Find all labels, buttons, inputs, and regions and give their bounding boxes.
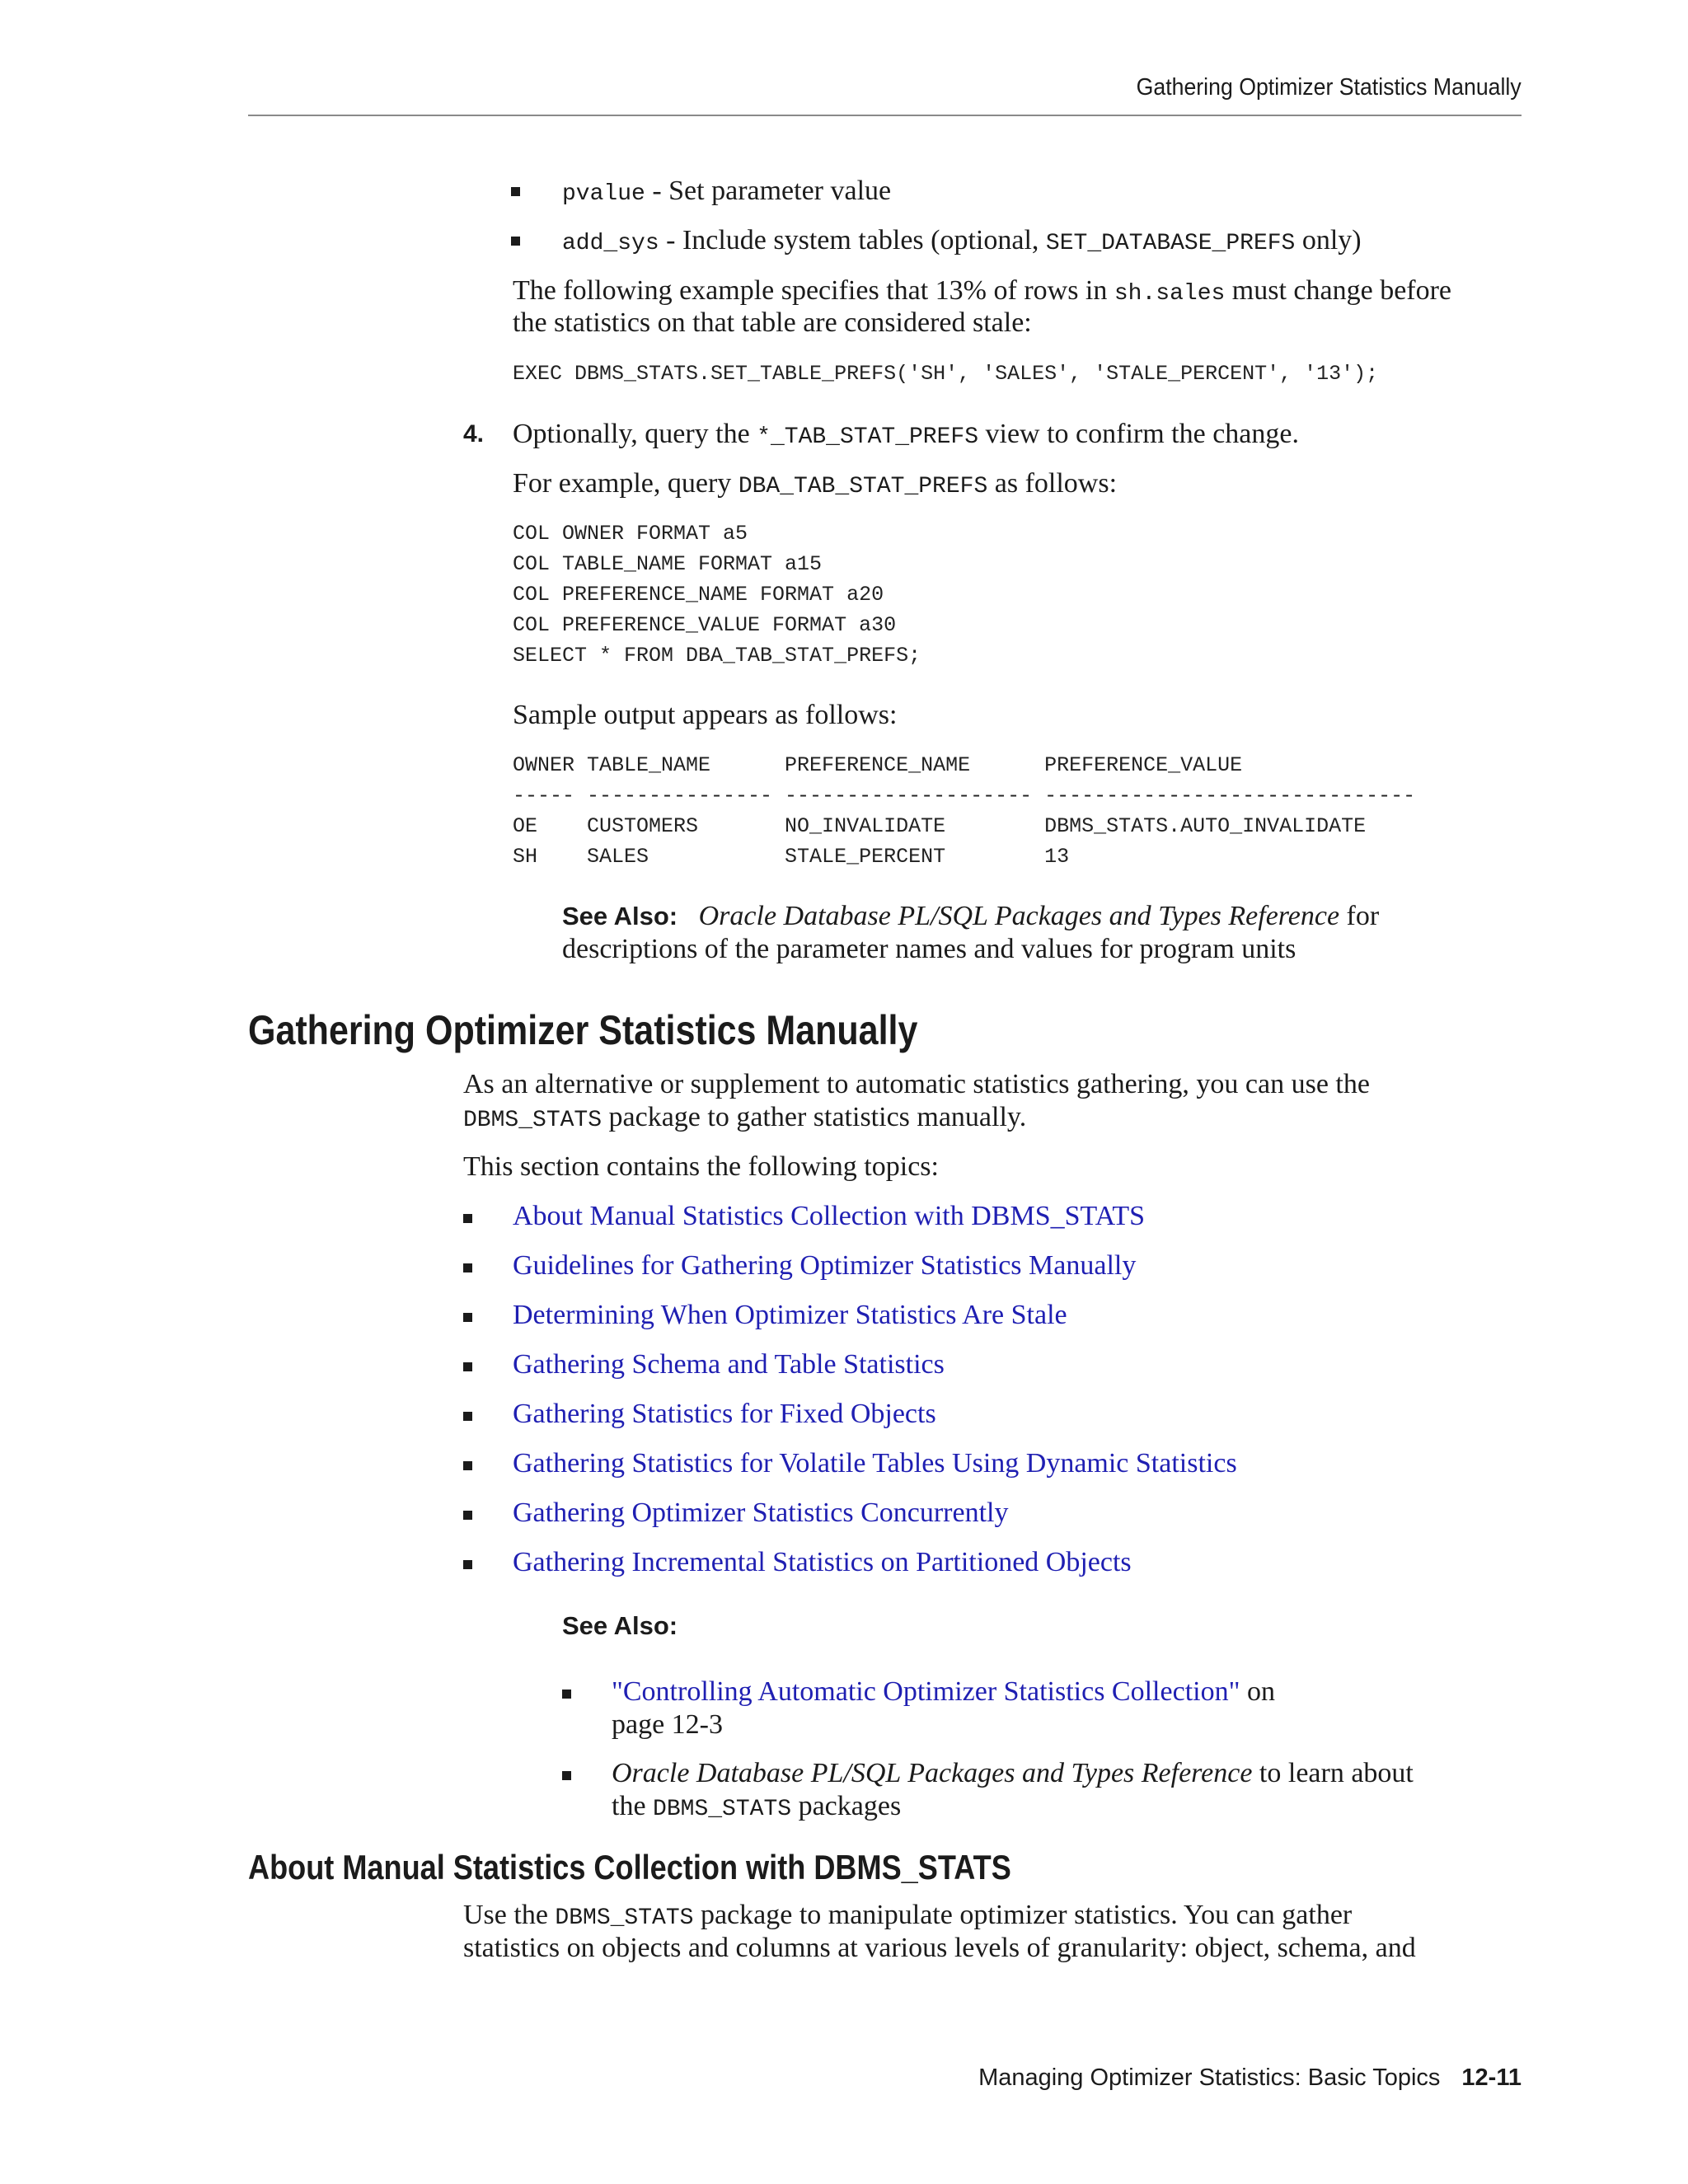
bullet-icon bbox=[463, 1263, 472, 1272]
inline-code: sh.sales bbox=[1114, 281, 1226, 307]
text: must change before bbox=[1225, 275, 1452, 306]
param-text: - Set parameter value bbox=[645, 176, 892, 206]
topic-link[interactable]: Gathering Schema and Table Statistics bbox=[513, 1349, 945, 1380]
topic-link[interactable]: Gathering Statistics for Fixed Objects bbox=[513, 1399, 936, 1429]
reference-title: Oracle Database PL/SQL Packages and Types Reference bbox=[612, 1758, 1253, 1788]
see-also-label: See Also: bbox=[562, 902, 678, 930]
see-also-item-2-line2 bbox=[612, 1790, 901, 1826]
inline-code: DBMS_STATS bbox=[653, 1797, 792, 1822]
see-also-note-1 bbox=[562, 900, 1379, 933]
text: as follows: bbox=[987, 468, 1118, 499]
text: package to gather statistics manually. bbox=[602, 1102, 1027, 1132]
text: packages bbox=[791, 1791, 902, 1821]
footer-title: Managing Optimizer Statistics: Basic Topics bbox=[978, 2064, 1441, 2091]
param-code-2: SET_DATABASE_PREFS bbox=[1045, 231, 1296, 256]
topic-link[interactable]: About Manual Statistics Collection with DBMS_STATS bbox=[513, 1201, 1146, 1231]
text: package to manipulate optimizer statistics. You can gather bbox=[693, 1900, 1353, 1930]
inline-code: *_TAB_STAT_PREFS bbox=[757, 424, 979, 450]
header-rule bbox=[248, 115, 1522, 116]
example-paragraph-line2: the statistics on that table are considered stale: bbox=[513, 307, 1032, 338]
subsection-title: About Manual Statistics Collection with DBMS_STATS bbox=[248, 1848, 1011, 1886]
subsection-para-line1 bbox=[463, 1899, 1352, 1935]
bullet-icon bbox=[463, 1214, 472, 1223]
running-head: Gathering Optimizer Statistics Manually bbox=[1136, 74, 1522, 101]
inline-code: DBMS_STATS bbox=[463, 1108, 603, 1133]
text: The following example specifies that 13% of rows in bbox=[513, 275, 1114, 306]
see-also-note-1-line2: descriptions of the parameter names and values for program units bbox=[562, 934, 1296, 964]
step4-text bbox=[513, 418, 1299, 454]
topic-link[interactable]: Gathering Incremental Statistics on Partitioned Objects bbox=[513, 1547, 1132, 1577]
topic-link[interactable]: Determining When Optimizer Statistics Are Stale bbox=[513, 1300, 1067, 1330]
bullet-icon bbox=[463, 1461, 472, 1470]
text: the bbox=[612, 1791, 654, 1821]
bullet-icon bbox=[562, 1771, 571, 1780]
section-title: Gathering Optimizer Statistics Manually bbox=[248, 1007, 918, 1053]
query-code-block: COL OWNER FORMAT a5 COL TABLE_NAME FORMAT a15 COL PREFERENCE_NAME FORMAT a20 COL PREFERENCE_VALUE FORMAT a30 SELECT * FROM DBA_TAB_STAT_PREFS; bbox=[513, 522, 921, 668]
bullet-icon bbox=[562, 1690, 571, 1699]
topics-intro: This section contains the following topics: bbox=[463, 1151, 939, 1182]
bullet-icon bbox=[511, 187, 520, 196]
page-footer bbox=[978, 2064, 1522, 2092]
text: For example, query bbox=[513, 468, 738, 499]
bullet-icon bbox=[511, 237, 520, 246]
bullet-icon bbox=[463, 1313, 472, 1322]
see-also-item-1-line2: page 12-3 bbox=[612, 1709, 724, 1740]
text: view to confirm the change. bbox=[978, 419, 1299, 449]
inline-code: DBA_TAB_STAT_PREFS bbox=[738, 474, 988, 499]
see-also-item-1 bbox=[612, 1675, 1275, 1708]
see-also-link[interactable]: "Controlling Automatic Optimizer Statistics Collection" bbox=[612, 1676, 1240, 1707]
section-intro-line1: As an alternative or supplement to automatic statistics gathering, you can use the bbox=[463, 1069, 1370, 1099]
reference-title: Oracle Database PL/SQL Packages and Types Reference bbox=[698, 901, 1340, 931]
example-paragraph-line1 bbox=[513, 274, 1451, 311]
topic-link[interactable]: Gathering Statistics for Volatile Tables Using Dynamic Statistics bbox=[513, 1448, 1237, 1479]
text: for bbox=[1339, 901, 1380, 931]
param-text: - Include system tables (optional, bbox=[659, 225, 1046, 255]
bullet-icon bbox=[463, 1560, 472, 1569]
subsection-para-line2: statistics on objects and columns at various levels of granularity: object, schema, and bbox=[463, 1933, 1416, 1963]
text: Use the bbox=[463, 1900, 556, 1930]
exec-code-block: EXEC DBMS_STATS.SET_TABLE_PREFS('SH', 'SALES', 'STALE_PERCENT', '13'); bbox=[513, 362, 1379, 386]
inline-code: DBMS_STATS bbox=[555, 1905, 694, 1931]
section-intro-line2 bbox=[463, 1101, 1026, 1137]
bullet-icon bbox=[463, 1362, 472, 1371]
param-code: pvalue bbox=[562, 181, 645, 207]
param-add-sys bbox=[562, 224, 1362, 260]
see-also-item-2 bbox=[612, 1757, 1414, 1790]
see-also-label: See Also: bbox=[562, 1611, 678, 1640]
step-number: 4. bbox=[463, 420, 485, 448]
text: Optionally, query the bbox=[513, 419, 757, 449]
bullet-icon bbox=[463, 1511, 472, 1520]
topic-link[interactable]: Guidelines for Gathering Optimizer Statistics Manually bbox=[513, 1250, 1137, 1281]
param-code: add_sys bbox=[562, 231, 659, 256]
text: on bbox=[1240, 1676, 1275, 1707]
param-text-2: only) bbox=[1295, 225, 1362, 255]
output-code-block: OWNER TABLE_NAME PREFERENCE_NAME PREFERENCE_VALUE ----- --------------- -------------------- ------------------------------ OE CUSTOMERS NO_INVALIDATE DBMS_STATS.AUTO_INVALIDATE SH SALES STALE_PERCENT 13 bbox=[513, 753, 1416, 869]
page-number: 12-11 bbox=[1461, 2064, 1522, 2091]
param-pvalue bbox=[562, 175, 891, 211]
topic-link[interactable]: Gathering Optimizer Statistics Concurrently bbox=[513, 1497, 1009, 1528]
bullet-icon bbox=[463, 1412, 472, 1421]
sample-output-intro: Sample output appears as follows: bbox=[513, 700, 898, 730]
for-example-line bbox=[513, 467, 1117, 504]
text: to learn about bbox=[1252, 1758, 1414, 1788]
